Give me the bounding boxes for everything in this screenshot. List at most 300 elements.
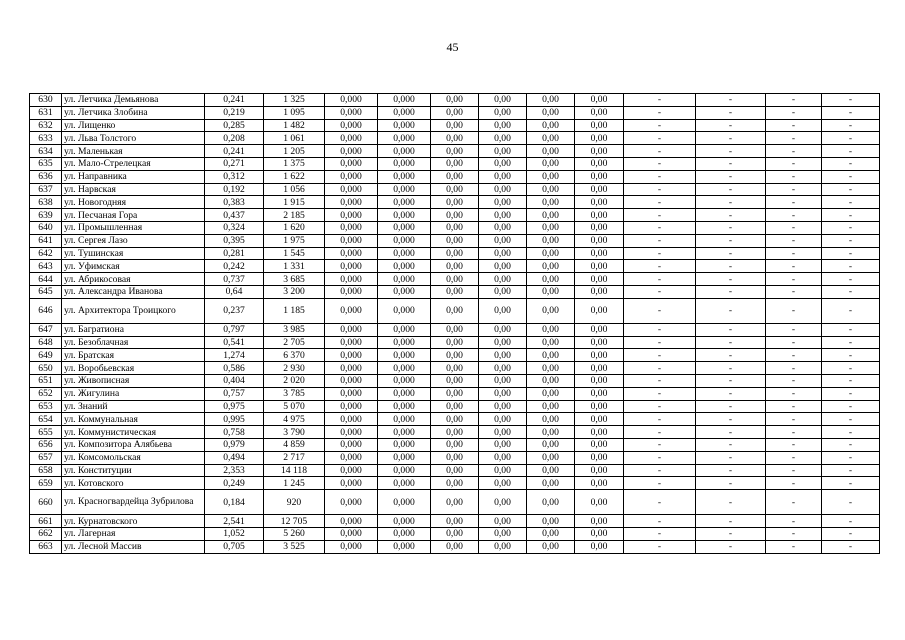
length-cell: 2,541 (205, 515, 264, 528)
street-name-cell: ул. Новогодняя (62, 196, 205, 209)
value-cell: 0,000 (325, 464, 378, 477)
dash-cell: - (822, 540, 880, 553)
dash-cell: - (822, 387, 880, 400)
value-cell: 0,000 (378, 209, 431, 222)
table-row (30, 527, 880, 540)
dash-cell: - (822, 106, 880, 119)
table-row (30, 438, 880, 451)
value-cell: 0,00 (527, 387, 575, 400)
value-cell: 0,00 (479, 426, 527, 439)
dash-cell: - (696, 247, 766, 260)
value-cell: 0,00 (575, 451, 624, 464)
dash-cell: - (624, 349, 696, 362)
dash-cell: - (766, 477, 822, 490)
street-name-cell: ул. Летчика Злобина (62, 106, 205, 119)
value-cell: 0,000 (378, 400, 431, 413)
dash-cell: - (822, 323, 880, 336)
street-name-cell: ул. Архитектора Троицкого (62, 298, 205, 323)
value-cell: 0,00 (479, 247, 527, 260)
dash-cell: - (624, 170, 696, 183)
length-cell: 0,758 (205, 426, 264, 439)
dash-cell: - (696, 323, 766, 336)
value-cell: 0,00 (479, 273, 527, 286)
value-cell: 0,000 (378, 336, 431, 349)
value-cell: 0,000 (378, 477, 431, 490)
length-cell: 0,437 (205, 209, 264, 222)
street-name-cell: ул. Нарвская (62, 183, 205, 196)
length-cell: 0,797 (205, 323, 264, 336)
length-cell: 0,737 (205, 273, 264, 286)
area-cell: 1 061 (264, 132, 325, 145)
length-cell: 2,353 (205, 464, 264, 477)
value-cell: 0,00 (527, 515, 575, 528)
value-cell: 0,00 (479, 540, 527, 553)
value-cell: 0,000 (378, 260, 431, 273)
dash-cell: - (822, 477, 880, 490)
value-cell: 0,000 (325, 183, 378, 196)
value-cell: 0,00 (479, 400, 527, 413)
value-cell: 0,00 (527, 94, 575, 107)
value-cell: 0,00 (479, 438, 527, 451)
dash-cell: - (696, 362, 766, 375)
length-cell: 0,395 (205, 234, 264, 247)
row-number-cell: 643 (30, 260, 62, 273)
row-number-cell: 634 (30, 145, 62, 158)
table-row (30, 145, 880, 158)
row-number-cell: 639 (30, 209, 62, 222)
value-cell: 0,00 (431, 145, 479, 158)
value-cell: 0,00 (527, 273, 575, 286)
area-cell: 1 245 (264, 477, 325, 490)
row-number-cell: 663 (30, 540, 62, 553)
value-cell: 0,00 (431, 413, 479, 426)
street-name-cell: ул. Коммунистическая (62, 426, 205, 439)
area-cell: 1 975 (264, 234, 325, 247)
value-cell: 0,00 (575, 196, 624, 209)
value-cell: 0,000 (325, 119, 378, 132)
value-cell: 0,00 (479, 374, 527, 387)
value-cell: 0,00 (479, 285, 527, 298)
value-cell: 0,00 (575, 323, 624, 336)
length-cell: 0,192 (205, 183, 264, 196)
dash-cell: - (822, 490, 880, 515)
length-cell: 0,586 (205, 362, 264, 375)
value-cell: 0,000 (325, 145, 378, 158)
value-cell: 0,000 (378, 132, 431, 145)
dash-cell: - (696, 234, 766, 247)
street-name-cell: ул. Знаний (62, 400, 205, 413)
row-number-cell: 647 (30, 323, 62, 336)
value-cell: 0,00 (527, 336, 575, 349)
area-cell: 2 705 (264, 336, 325, 349)
dash-cell: - (696, 400, 766, 413)
length-cell: 0,184 (205, 490, 264, 515)
dash-cell: - (822, 374, 880, 387)
dash-cell: - (624, 515, 696, 528)
area-cell: 1 056 (264, 183, 325, 196)
value-cell: 0,000 (325, 106, 378, 119)
dash-cell: - (696, 426, 766, 439)
value-cell: 0,00 (527, 362, 575, 375)
value-cell: 0,00 (431, 451, 479, 464)
dash-cell: - (624, 490, 696, 515)
value-cell: 0,00 (431, 540, 479, 553)
dash-cell: - (822, 451, 880, 464)
value-cell: 0,00 (431, 234, 479, 247)
value-cell: 0,00 (575, 362, 624, 375)
dash-cell: - (696, 170, 766, 183)
value-cell: 0,000 (325, 170, 378, 183)
length-cell: 0,979 (205, 438, 264, 451)
row-number-cell: 659 (30, 477, 62, 490)
area-cell: 12 705 (264, 515, 325, 528)
dash-cell: - (766, 221, 822, 234)
dash-cell: - (696, 209, 766, 222)
value-cell: 0,000 (378, 349, 431, 362)
table-row (30, 540, 880, 553)
value-cell: 0,00 (575, 426, 624, 439)
value-cell: 0,00 (527, 374, 575, 387)
area-cell: 3 785 (264, 387, 325, 400)
value-cell: 0,000 (378, 273, 431, 286)
dash-cell: - (624, 298, 696, 323)
value-cell: 0,00 (527, 221, 575, 234)
dash-cell: - (766, 413, 822, 426)
row-number-cell: 662 (30, 527, 62, 540)
dash-cell: - (696, 515, 766, 528)
dash-cell: - (822, 349, 880, 362)
value-cell: 0,00 (479, 196, 527, 209)
dash-cell: - (822, 400, 880, 413)
value-cell: 0,000 (325, 374, 378, 387)
dash-cell: - (766, 298, 822, 323)
row-number-cell: 640 (30, 221, 62, 234)
area-cell: 2 930 (264, 362, 325, 375)
row-number-cell: 648 (30, 336, 62, 349)
value-cell: 0,000 (325, 527, 378, 540)
dash-cell: - (696, 490, 766, 515)
row-number-cell: 633 (30, 132, 62, 145)
dash-cell: - (822, 426, 880, 439)
street-name-cell: ул. Воробьевская (62, 362, 205, 375)
dash-cell: - (766, 515, 822, 528)
dash-cell: - (766, 273, 822, 286)
street-name-cell: ул. Конституции (62, 464, 205, 477)
value-cell: 0,000 (325, 273, 378, 286)
dash-cell: - (624, 94, 696, 107)
value-cell: 0,00 (575, 540, 624, 553)
dash-cell: - (696, 336, 766, 349)
area-cell: 1 325 (264, 94, 325, 107)
dash-cell: - (766, 132, 822, 145)
value-cell: 0,00 (431, 374, 479, 387)
value-cell: 0,000 (378, 515, 431, 528)
value-cell: 0,00 (479, 336, 527, 349)
value-cell: 0,00 (431, 260, 479, 273)
dash-cell: - (696, 132, 766, 145)
row-number-cell: 652 (30, 387, 62, 400)
dash-cell: - (766, 209, 822, 222)
value-cell: 0,00 (575, 106, 624, 119)
length-cell: 0,64 (205, 285, 264, 298)
area-cell: 2 717 (264, 451, 325, 464)
dash-cell: - (766, 119, 822, 132)
value-cell: 0,000 (325, 221, 378, 234)
value-cell: 0,000 (378, 285, 431, 298)
value-cell: 0,000 (378, 438, 431, 451)
value-cell: 0,000 (325, 209, 378, 222)
value-cell: 0,000 (325, 490, 378, 515)
value-cell: 0,00 (479, 221, 527, 234)
street-name-cell: ул. Песчаная Гора (62, 209, 205, 222)
row-number-cell: 636 (30, 170, 62, 183)
dash-cell: - (822, 362, 880, 375)
row-number-cell: 631 (30, 106, 62, 119)
value-cell: 0,000 (378, 413, 431, 426)
value-cell: 0,000 (325, 387, 378, 400)
value-cell: 0,00 (431, 221, 479, 234)
dash-cell: - (822, 221, 880, 234)
dash-cell: - (766, 94, 822, 107)
row-number-cell: 638 (30, 196, 62, 209)
dash-cell: - (822, 527, 880, 540)
value-cell: 0,00 (575, 157, 624, 170)
row-number-cell: 644 (30, 273, 62, 286)
table-row (30, 234, 880, 247)
dash-cell: - (822, 298, 880, 323)
table-row (30, 400, 880, 413)
table-row (30, 106, 880, 119)
value-cell: 0,00 (479, 464, 527, 477)
value-cell: 0,000 (325, 426, 378, 439)
length-cell: 1,052 (205, 527, 264, 540)
dash-cell: - (766, 387, 822, 400)
value-cell: 0,00 (575, 477, 624, 490)
value-cell: 0,00 (431, 157, 479, 170)
table-row (30, 387, 880, 400)
value-cell: 0,00 (431, 183, 479, 196)
dash-cell: - (822, 438, 880, 451)
value-cell: 0,000 (325, 260, 378, 273)
value-cell: 0,00 (527, 145, 575, 158)
dash-cell: - (624, 451, 696, 464)
table-row (30, 94, 880, 107)
value-cell: 0,000 (325, 451, 378, 464)
street-name-cell: ул. Безоблачная (62, 336, 205, 349)
dash-cell: - (696, 540, 766, 553)
dash-cell: - (822, 132, 880, 145)
value-cell: 0,00 (431, 438, 479, 451)
length-cell: 0,241 (205, 94, 264, 107)
street-name-cell: ул. Комсомольская (62, 451, 205, 464)
value-cell: 0,00 (479, 145, 527, 158)
value-cell: 0,000 (325, 349, 378, 362)
length-cell: 0,975 (205, 400, 264, 413)
street-name-cell: ул. Братская (62, 349, 205, 362)
length-cell: 0,541 (205, 336, 264, 349)
value-cell: 0,000 (378, 323, 431, 336)
value-cell: 0,00 (575, 374, 624, 387)
value-cell: 0,000 (378, 196, 431, 209)
table-row (30, 273, 880, 286)
value-cell: 0,00 (479, 170, 527, 183)
dash-cell: - (696, 285, 766, 298)
length-cell: 0,324 (205, 221, 264, 234)
row-number-cell: 646 (30, 298, 62, 323)
value-cell: 0,00 (575, 527, 624, 540)
dash-cell: - (822, 145, 880, 158)
value-cell: 0,000 (378, 145, 431, 158)
table-row (30, 132, 880, 145)
value-cell: 0,00 (527, 260, 575, 273)
value-cell: 0,00 (575, 515, 624, 528)
dash-cell: - (822, 515, 880, 528)
length-cell: 0,995 (205, 413, 264, 426)
value-cell: 0,00 (575, 464, 624, 477)
street-name-cell: ул. Тушинская (62, 247, 205, 260)
area-cell: 3 525 (264, 540, 325, 553)
value-cell: 0,00 (527, 400, 575, 413)
dash-cell: - (696, 273, 766, 286)
dash-cell: - (822, 336, 880, 349)
table-row (30, 209, 880, 222)
dash-cell: - (624, 106, 696, 119)
length-cell: 0,249 (205, 477, 264, 490)
value-cell: 0,000 (378, 464, 431, 477)
value-cell: 0,00 (431, 400, 479, 413)
value-cell: 0,000 (378, 527, 431, 540)
value-cell: 0,00 (575, 273, 624, 286)
value-cell: 0,000 (378, 221, 431, 234)
value-cell: 0,00 (527, 426, 575, 439)
value-cell: 0,000 (378, 387, 431, 400)
length-cell: 0,404 (205, 374, 264, 387)
area-cell: 2 185 (264, 209, 325, 222)
dash-cell: - (822, 285, 880, 298)
value-cell: 0,00 (575, 209, 624, 222)
row-number-cell: 632 (30, 119, 62, 132)
table-row (30, 183, 880, 196)
value-cell: 0,00 (431, 273, 479, 286)
table-row (30, 464, 880, 477)
dash-cell: - (766, 336, 822, 349)
value-cell: 0,00 (527, 464, 575, 477)
value-cell: 0,00 (575, 234, 624, 247)
area-cell: 3 985 (264, 323, 325, 336)
value-cell: 0,00 (431, 349, 479, 362)
value-cell: 0,00 (431, 132, 479, 145)
value-cell: 0,00 (479, 451, 527, 464)
dash-cell: - (624, 183, 696, 196)
value-cell: 0,00 (575, 183, 624, 196)
value-cell: 0,00 (527, 323, 575, 336)
value-cell: 0,00 (575, 298, 624, 323)
dash-cell: - (766, 145, 822, 158)
length-cell: 0,271 (205, 157, 264, 170)
length-cell: 0,383 (205, 196, 264, 209)
value-cell: 0,000 (378, 183, 431, 196)
value-cell: 0,000 (325, 94, 378, 107)
dash-cell: - (766, 285, 822, 298)
value-cell: 0,000 (325, 540, 378, 553)
dash-cell: - (766, 400, 822, 413)
table-row (30, 247, 880, 260)
dash-cell: - (624, 132, 696, 145)
table-row (30, 336, 880, 349)
value-cell: 0,00 (479, 94, 527, 107)
value-cell: 0,00 (431, 515, 479, 528)
dash-cell: - (696, 145, 766, 158)
area-cell: 14 118 (264, 464, 325, 477)
dash-cell: - (624, 374, 696, 387)
dash-cell: - (696, 106, 766, 119)
dash-cell: - (822, 196, 880, 209)
value-cell: 0,00 (479, 157, 527, 170)
value-cell: 0,000 (378, 426, 431, 439)
length-cell: 0,208 (205, 132, 264, 145)
area-cell: 5 070 (264, 400, 325, 413)
value-cell: 0,000 (325, 438, 378, 451)
value-cell: 0,000 (325, 413, 378, 426)
row-number-cell: 657 (30, 451, 62, 464)
table-row (30, 490, 880, 515)
street-name-cell: ул. Направника (62, 170, 205, 183)
street-name-cell: ул. Абрикосовая (62, 273, 205, 286)
row-number-cell: 650 (30, 362, 62, 375)
dash-cell: - (624, 477, 696, 490)
value-cell: 0,00 (431, 196, 479, 209)
length-cell: 0,237 (205, 298, 264, 323)
dash-cell: - (696, 196, 766, 209)
value-cell: 0,000 (325, 196, 378, 209)
length-cell: 1,274 (205, 349, 264, 362)
dash-cell: - (766, 527, 822, 540)
value-cell: 0,00 (575, 119, 624, 132)
value-cell: 0,00 (527, 157, 575, 170)
value-cell: 0,00 (575, 145, 624, 158)
value-cell: 0,000 (325, 157, 378, 170)
value-cell: 0,000 (325, 234, 378, 247)
area-cell: 1 545 (264, 247, 325, 260)
dash-cell: - (624, 196, 696, 209)
value-cell: 0,00 (527, 413, 575, 426)
street-name-cell: ул. Лагерная (62, 527, 205, 540)
value-cell: 0,00 (431, 323, 479, 336)
value-cell: 0,00 (575, 247, 624, 260)
table-row (30, 119, 880, 132)
length-cell: 0,705 (205, 540, 264, 553)
area-cell: 3 790 (264, 426, 325, 439)
row-number-cell: 660 (30, 490, 62, 515)
dash-cell: - (696, 183, 766, 196)
value-cell: 0,000 (378, 451, 431, 464)
value-cell: 0,00 (575, 387, 624, 400)
dash-cell: - (696, 374, 766, 387)
table-body (30, 94, 880, 554)
value-cell: 0,00 (479, 323, 527, 336)
value-cell: 0,00 (479, 119, 527, 132)
length-cell: 0,281 (205, 247, 264, 260)
value-cell: 0,000 (325, 400, 378, 413)
value-cell: 0,00 (527, 527, 575, 540)
dash-cell: - (624, 221, 696, 234)
dash-cell: - (766, 196, 822, 209)
value-cell: 0,00 (431, 247, 479, 260)
value-cell: 0,00 (527, 106, 575, 119)
dash-cell: - (624, 426, 696, 439)
dash-cell: - (696, 451, 766, 464)
area-cell: 1 095 (264, 106, 325, 119)
